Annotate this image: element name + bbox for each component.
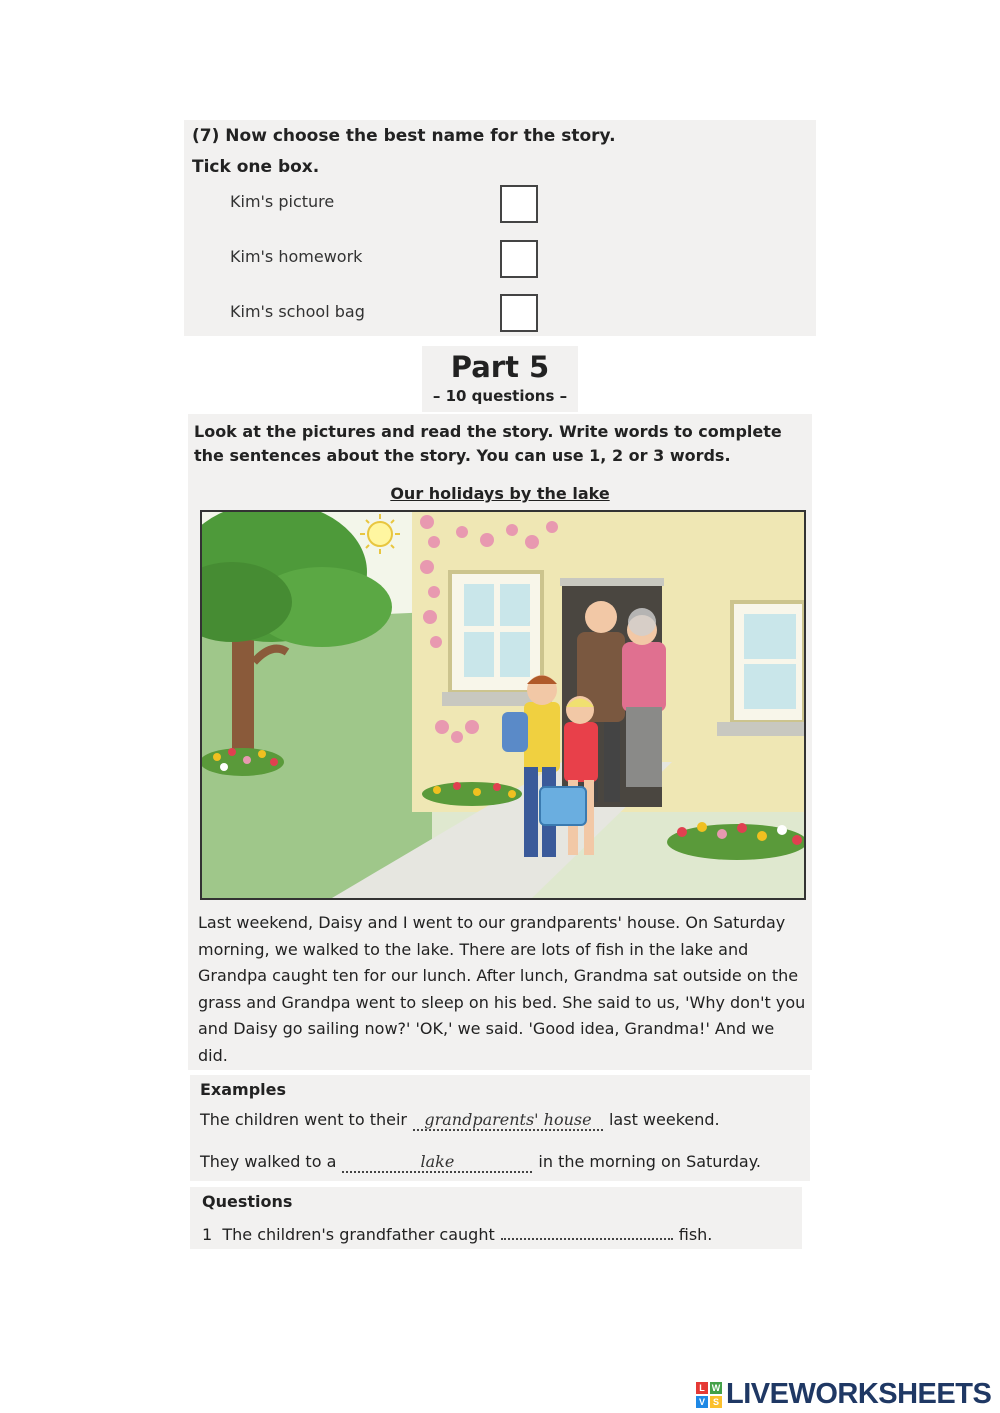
tick-instruction: Tick one box. — [192, 157, 320, 177]
logo-letter-l: L — [696, 1382, 708, 1394]
instructions: Look at the pictures and read the story. Write words to complete the sentences about the story. You can use 1, 2 or 3 words. — [194, 422, 782, 465]
example-2 — [200, 1152, 761, 1173]
answer-input-1[interactable] — [501, 1220, 673, 1240]
part-subtitle: – 10 questions – — [432, 387, 568, 405]
example-1-before: The children went to their — [200, 1110, 407, 1129]
logo-letter-v: V — [696, 1396, 708, 1408]
example-2-answer: lake — [342, 1152, 532, 1173]
question-1 — [202, 1220, 712, 1244]
checkbox-picture[interactable] — [500, 185, 538, 223]
option-label-homework: Kim's homework — [230, 247, 363, 266]
question-1-number: 1 — [202, 1225, 213, 1244]
example-1-after: last weekend. — [608, 1110, 720, 1129]
option-label-picture: Kim's picture — [230, 192, 335, 211]
logo-icon — [696, 1382, 722, 1408]
example-1-answer: grandparents' house — [413, 1110, 603, 1131]
logo-letter-w: W — [711, 1382, 721, 1393]
story-text: Last weekend, Daisy and I went to our grandparents' house. On Saturday morning, we walked to the lake. There are lots of fish in the lake and Grandpa caught ten for our lunch. After lunch, Grandma sat outside on the grass and Grandpa went to sleep on his bed. She said to us, 'Why don't you and Daisy go sailing now?' 'OK,' we said. 'Good idea, Grandma!' And we did. — [198, 913, 806, 1065]
question-1-after: fish. — [678, 1225, 713, 1244]
liveworksheets-logo — [696, 1378, 991, 1411]
part-title: Part 5 — [450, 350, 550, 384]
example-2-after: in the morning on Saturday. — [538, 1152, 761, 1171]
logo-letter-s: S — [710, 1396, 722, 1408]
logo-text: LIVEWORKSHEETS — [726, 1378, 992, 1410]
example-1 — [200, 1110, 720, 1131]
question-1-before: The children's grandfather caught — [222, 1225, 495, 1244]
questions-heading: Questions — [202, 1192, 293, 1211]
example-2-before: They walked to a — [200, 1152, 337, 1171]
story-illustration — [200, 510, 806, 900]
story-title: Our holidays by the lake — [390, 484, 610, 503]
examples-heading: Examples — [200, 1080, 287, 1099]
checkbox-homework[interactable] — [500, 240, 538, 278]
q7-title: (7) Now choose the best name for the story. — [192, 126, 616, 146]
option-label-school-bag: Kim's school bag — [230, 302, 365, 321]
flower-bed-left — [202, 748, 284, 776]
checkbox-school-bag[interactable] — [500, 294, 538, 332]
flower-bed-door — [422, 782, 522, 806]
